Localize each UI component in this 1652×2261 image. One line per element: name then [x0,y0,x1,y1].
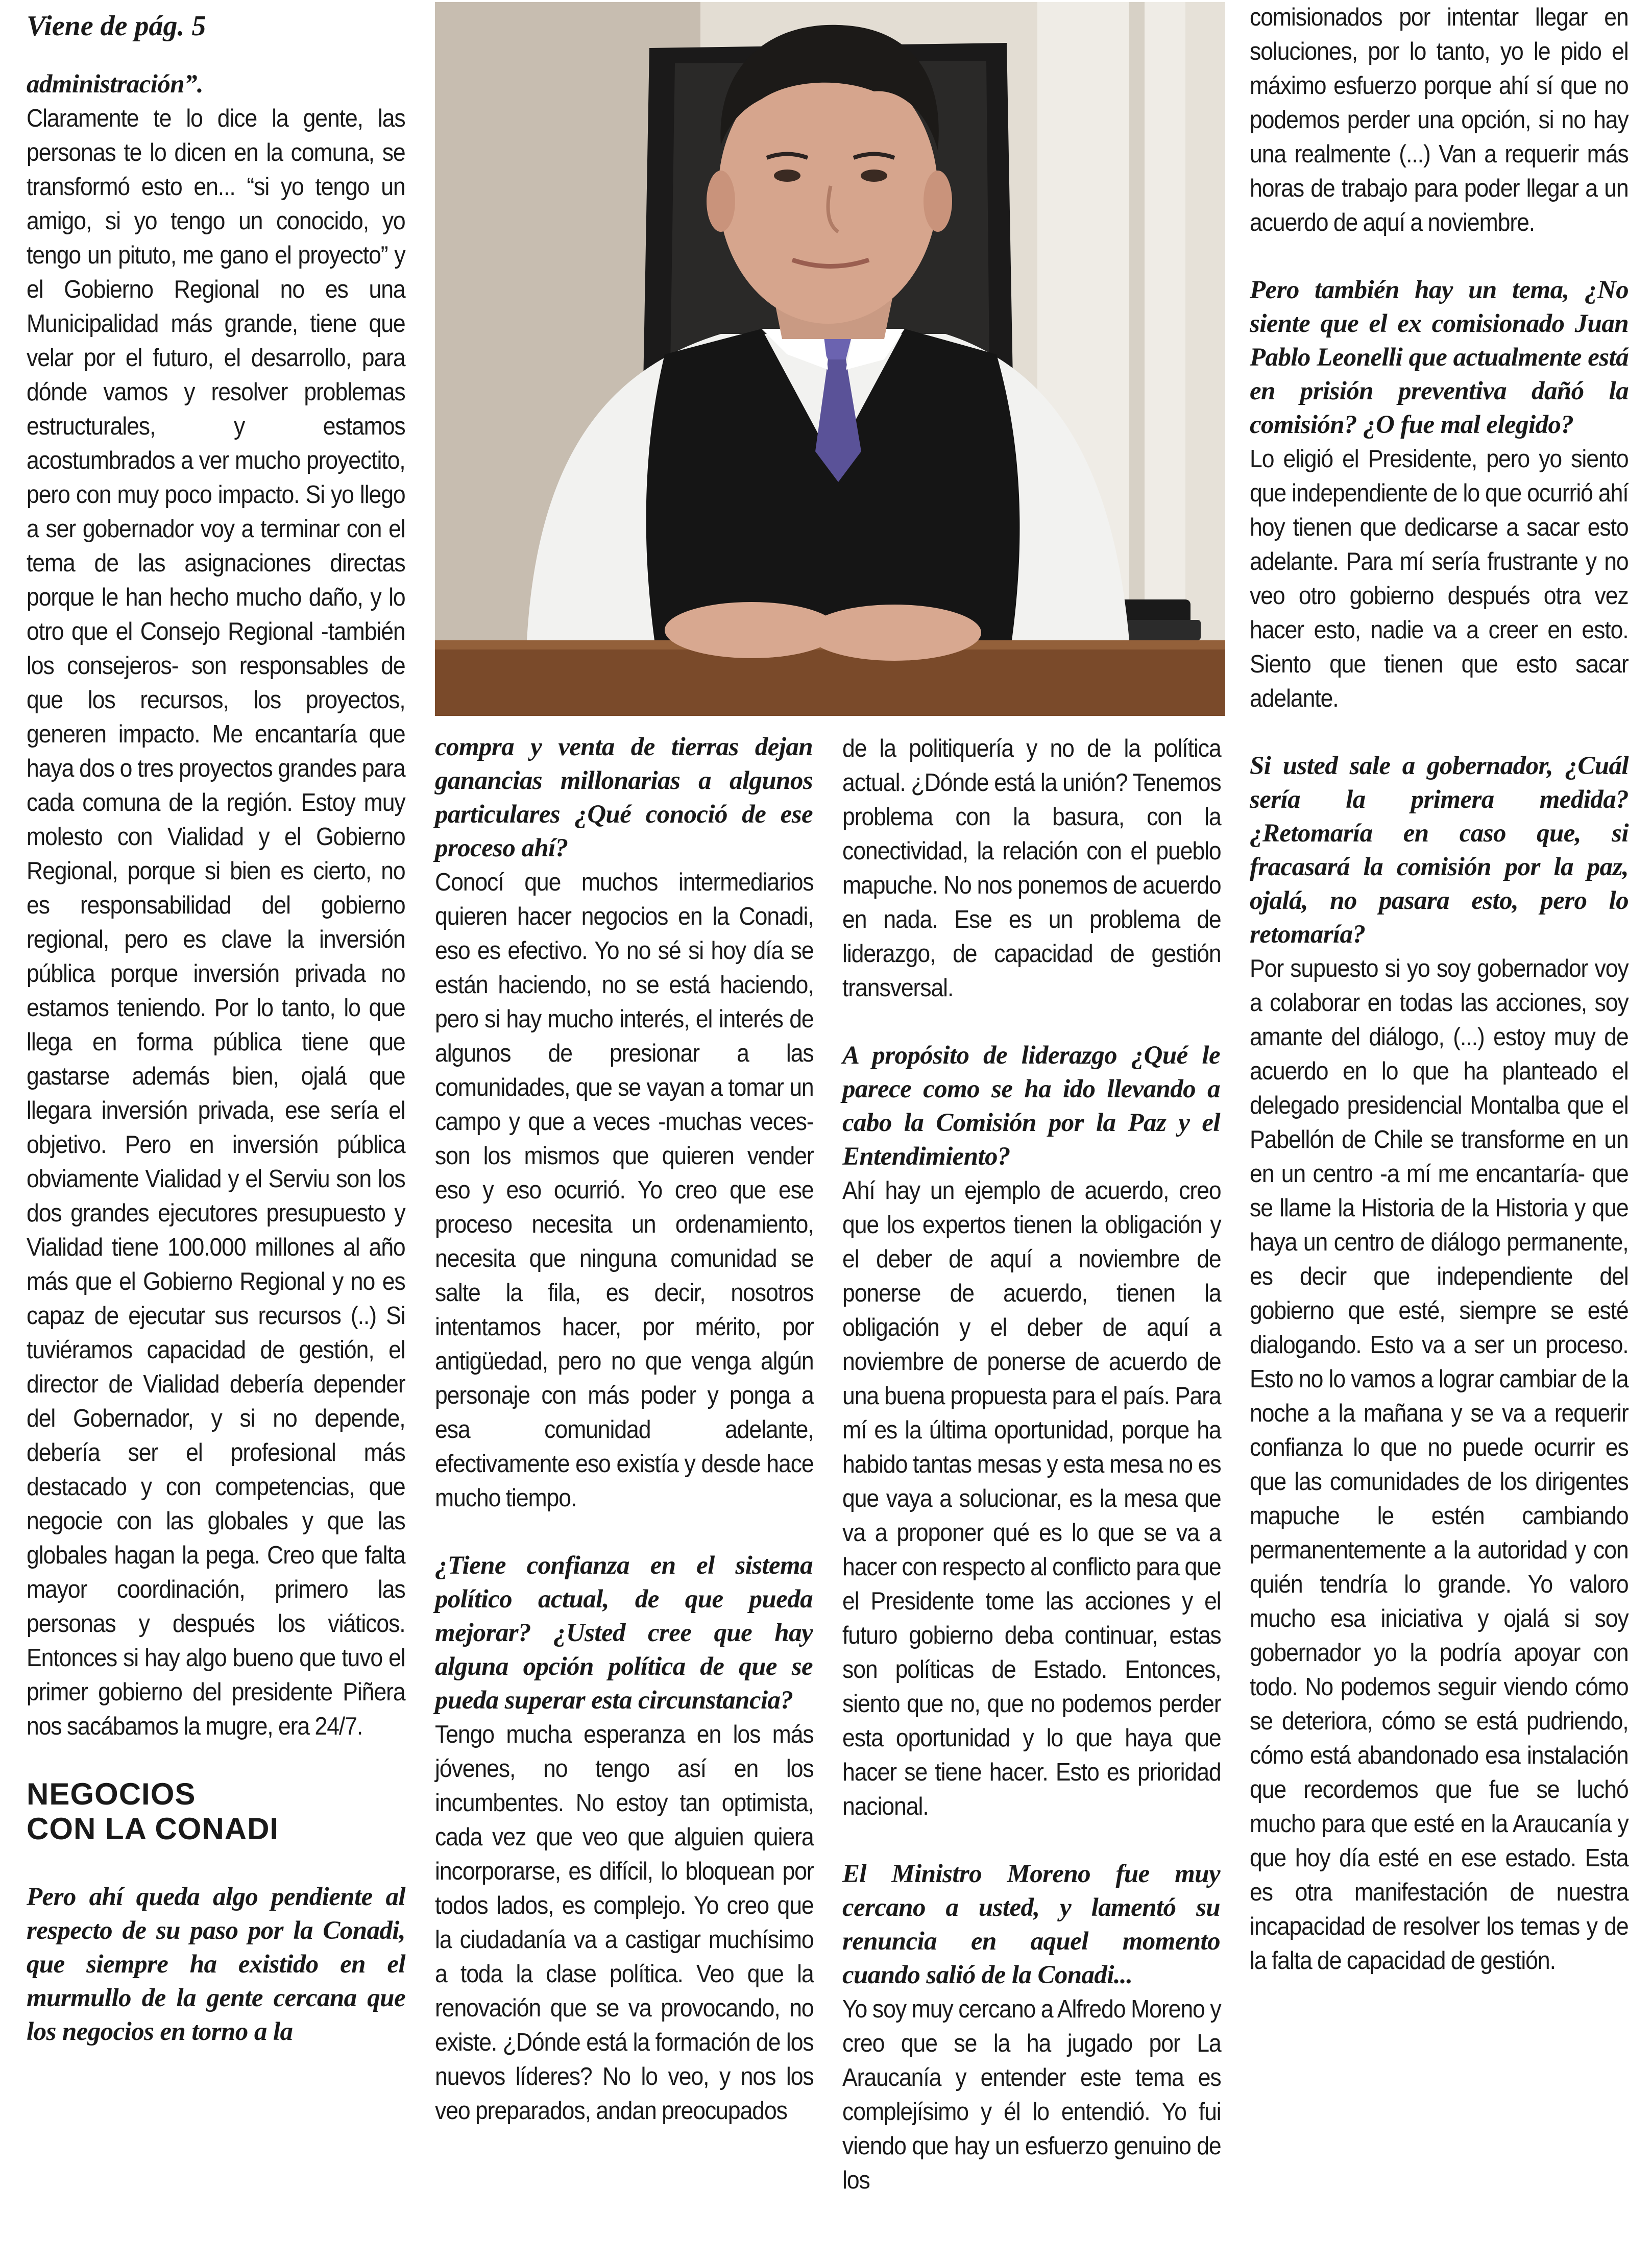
section-heading-line-2: CON LA CONADI [27,1812,279,1846]
portrait-illustration [435,2,1225,716]
answer-conadi: Conocí que muchos intermediarios quieren hacer negocios en la Conadi, eso es efectivo. Yo no sé si hoy día se están haciendo, no se está haciendo, pero si hay mucho interés, el interés de algunos de presionar a las comunidades, que se vayan a tomar un campo y que a veces -muchas veces- son los mismos que quieren vender eso y eso ocurrió. Yo creo que ese proceso necesita un ordenamiento, necesita que ninguna comunidad se salte la fila, es decir, nosotros intentamos hacer, por mérito, por antigüedad, pero no que venga algún personaje con más poder y ponga a esa comunidad adelante, efectivamente eso existía y desde hace mucho tiempo. [435,868,814,1512]
question-minister-moreno: El Ministro Moreno fue muy cercano a usted, y lamentó su renuncia en aquel momento cuando salió de la Conadi... [842,1860,1220,1989]
answer-paragraph: Claramente te lo dice la gente, las personas te lo dicen en la comuna, se transformó esto en... “si yo tengo un amigo, si yo tengo un conocido, yo tengo un pituto, me gano el proyecto” y el Gobierno Regional no es una Municipalidad más grande, tiene que velar por el futuro, el desarrollo, para dónde vamos y resolver problemas estructurales, y estamos acostumbrados a ver mucho proyectito, pero con muy poco impacto. Si yo llego a ser gobernador voy a terminar con el tema de las asignaciones directas porque le han hecho mucho daño, y lo otro que el Consejo Regional -también los consejeros- son responsables de que los recursos, los proyectos, generen impacto. Me encantaría que haya dos o tres proyectos grandes para cada comuna de la región. Estoy muy molesto con Vialidad y el Gobierno Regional, porque si bien es cierto, no es responsabilidad del gobierno regional, pero es clave la inversión pública porque inversión privada no estamos teniendo. Por lo tanto, lo que llega en forma pública tiene que gastarse además bien, ojalá que llegara inversión privada, ese sería el objetivo. Pero en inversión pública obviamente Vialidad y el Serviu son los dos grandes ejecutores presupuesto y Vialidad tiene 100.000 millones al año más que el Gobierno Regional y no es capaz de ejecutar sus recursos (..) Si tuviéramos capacidad de gestión, el director de Vialidad debería depender del Gobernador, y si no depende, debería ser el profesional más destacado y con competencias, que negocie con las globales y que las globales hagan la pega. Creo que falta mayor coordinación, primero las personas y después los viáticos. Entonces si hay algo bueno que tuvo el primer gobierno del presidente Piñera nos sacábamos la mugre, era 24/7. [27,104,405,1740]
answer-minister-moreno-continued: comisionados por intentar llegar en soluciones, por lo tanto, yo le pido el máximo esfuerzo porque ahí sí que no podemos perder una opción, si no hay una realmente (...) Van a requerir más horas de trabajo para poder llegar a un acuerdo de aquí a noviembre. [1250,3,1629,236]
question-leonelli: Pero también hay un tema, ¿No siente que el ex comisionado Juan Pablo Leonelli que actualmente está en prisión preventiva dañó la comisión? ¿O fue mal elegido? [1250,276,1629,439]
column-1 [27,0,405,2049]
question-first-measure: Si usted sale a gobernador, ¿Cuál sería la primera medida? ¿Retomaría en caso que, si fracasará la comisión por la paz, ojalá, no pasara esto, pero lo retomaría? [1250,752,1629,949]
column-2 [435,730,813,2128]
question-leadership: A propósito de liderazgo ¿Qué le parece como se ha ido llevando a cabo la Comisión por la Paz y el Entendimiento? [842,1041,1220,1171]
lead-italic-fragment: administración”. [27,70,204,99]
section-heading-line-1: NEGOCIOS [27,1777,196,1811]
answer-first-measure: Por supuesto si yo soy gobernador voy a colaborar en todas las acciones, soy amante del diálogo, (...) estoy muy de acuerdo en lo que ha planteado el delegado presidencial Montalba que el Pabellón de Chile se transforme en un en un centro -a mí me encantaría- que se llame la Historia de la Historia y que haya un centro de diálogo permanente, es decir que independiente del gobierno que esté, siempre se esté dialogando. Esto va a ser un proceso. Esto no lo vamos a lograr cambiar de la noche a la mañana y se va a requerir confianza lo que no puede ocurrir es que las comunidades de los dirigentes mapuche le estén cambiando permanentemente a la autoridad y con quién tendría lo grande. Yo valoro mucho esa iniciativa y ojalá si soy gobernador yo la podría apoyar con todo. No podemos seguir viendo cómo se deteriora, cómo se está pudriendo, cómo está abandonado esa instalación que recordemos que fue se luchó mucho para que esté en la Araucanía y que hoy día esté en ese estado. Esta es otra manifestación de nuestra incapacidad de resolver los temas y de la falta de capacidad de gestión. [1250,954,1629,1975]
answer-leonelli: Lo eligió el Presidente, pero yo siento que independiente de lo que ocurrió ahí hoy tienen que dedicarse a sacar esto adelante. Para mí sería frustrante y no veo otro gobierno después otra vez hacer esto, nadie va a creer en esto. Siento que tienen que esto sacar adelante. [1250,445,1629,712]
section-heading [27,1777,405,1846]
answer-political-system: Tengo mucha esperanza en los más jóvenes, no tengo así en los incumbentes. No estoy tan optimista, cada vez que veo que alguien quiera incorporarse, es difícil, lo bloquean por todos lados, es complejo. Yo creo que la ciudadanía va a castigar muchísimo a toda la clase política. Veo que la renovación que se va provocando, no existe. ¿Dónde está la formación de los nuevos líderes? No lo veo, y nos los veo preparados, andan preocupados [435,1720,814,2125]
answer-leadership: Ahí hay un ejemplo de acuerdo, creo que los expertos tienen la obligación y el deber de aquí a noviembre de ponerse de acuerdo, tienen la obligación y el deber de aquí a noviembre de ponerse de acuerdo de una buena propuesta para el país. Para mí es la última oportunidad, porque ha habido tantas mesas y esta mesa no es que vaya a solucionar, es la mesa que va a proponer qué es lo que se va a hacer con respecto al conflicto para que el Presidente tome las acciones y el futuro gobierno deba continuar, estas son políticas de Estado. Entonces, siento que no, que no podemos perder esta oportunidad y lo que haya que hacer se tiene hacer. Esto es prioridad nacional. [842,1176,1221,1820]
answer-minister-moreno: Yo soy muy cercano a Alfredo Moreno y creo que se la ha jugado por La Araucanía y entender este tema es complejísimo y él lo entendió. Yo fui viendo que hay un esfuerzo genuino de los [842,1995,1221,2194]
question-political-system: ¿Tiene confianza en el sistema político actual, de que pueda mejorar? ¿Usted cree que hay alguna opción política de que se pueda superar esta circunstancia? [435,1551,813,1715]
column-3 [842,731,1220,2197]
interview-photo [435,2,1225,716]
question-conadi-continued: compra y venta de tierras dejan ganancias millonarias a algunos particulares ¿Qué conoció de ese proceso ahí? [435,733,813,862]
continued-from-label: Viene de pág. 5 [27,10,206,42]
answer-political-system-continued: de la politiquería y no de la política actual. ¿Dónde está la unión? Tenemos problema con la basura, con la conectividad, la relación con el pueblo mapuche. No nos ponemos de acuerdo en nada. Ese es un problema de liderazgo, de capacidad de gestión transversal. [842,734,1221,1002]
column-4 [1250,0,1629,1978]
question-conadi: Pero ahí queda algo pendiente al respecto de su paso por la Conadi, que siempre ha existido en el murmullo de la gente cercana que los negocios en torno a la [27,1883,405,2046]
